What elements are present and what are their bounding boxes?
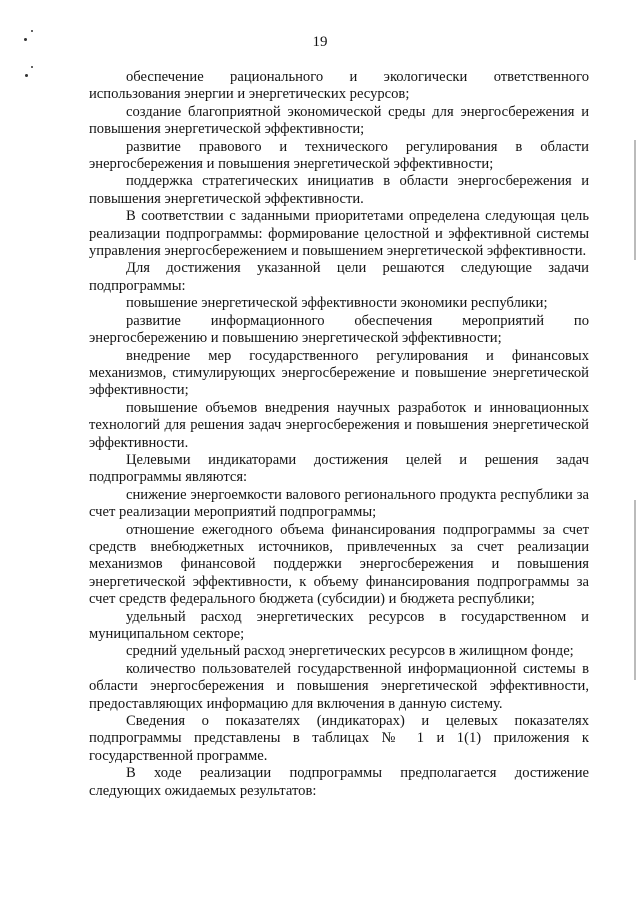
paragraph: В соответствии с заданными приоритетами определена следующая цель реализации подпрограммы: формирование целостной и эффективной системы управления энергосбережением и повышением энергетической эффективности. bbox=[89, 208, 589, 260]
paragraph: создание благоприятной экономической среды для энергосбережения и повышения энергетической эффективности; bbox=[89, 103, 589, 138]
paragraph: Целевыми индикаторами достижения целей и решения задач подпрограммы являются: bbox=[89, 451, 589, 486]
scan-edge-shadow bbox=[634, 500, 636, 680]
paragraph: развитие информационного обеспечения мероприятий по энергосбережению и повышению энергетической эффективности; bbox=[89, 312, 589, 347]
paragraph: внедрение мер государственного регулирования и финансовых механизмов, стимулирующих энергосбережение и повышение энергетической эффективности; bbox=[89, 347, 589, 399]
paragraph: средний удельный расход энергетических ресурсов в жилищном фонде; bbox=[126, 643, 574, 660]
scan-edge-shadow bbox=[634, 140, 636, 260]
paragraph: снижение энергоемкости валового регионального продукта республики за счет реализации мероприятий подпрограммы; bbox=[89, 486, 589, 521]
paragraph: Сведения о показателях (индикаторах) и целевых показателях подпрограммы представлены в таблицах № 1 и 1(1) приложения к государственной программе. bbox=[89, 713, 589, 764]
page-number: 19 bbox=[312, 34, 328, 50]
paragraph: В ходе реализации подпрограммы предполагается достижение следующих ожидаемых результатов: bbox=[89, 765, 589, 799]
paragraph: повышение объемов внедрения научных разработок и инновационных технологий для решения задач энергосбережения и повышения энергетической эффективности. bbox=[89, 399, 589, 451]
scan-speck bbox=[31, 30, 33, 32]
body-text bbox=[89, 69, 589, 800]
paragraph: обеспечение рационального и экологически ответственного использования энергии и энергетических ресурсов; bbox=[89, 69, 589, 103]
paragraph: повышение энергетической эффективности экономики республики; bbox=[126, 295, 548, 312]
paragraph: удельный расход энергетических ресурсов в государственном и муниципальном секторе; bbox=[89, 608, 589, 642]
scan-speck bbox=[24, 38, 27, 41]
paragraph: Для достижения указанной цели решаются следующие задачи подпрограммы: bbox=[89, 260, 589, 294]
paragraph: количество пользователей государственной информационной системы в области энергосбережения и повышения энергетической эффективности, предоставляющих информацию для включения в данную систему. bbox=[89, 660, 589, 712]
scan-speck bbox=[25, 74, 28, 77]
scan-speck bbox=[31, 66, 33, 68]
paragraph: поддержка стратегических инициатив в области энергосбережения и повышения энергетической эффективности. bbox=[89, 173, 589, 207]
paragraph: развитие правового и технического регулирования в области энергосбережения и повышения энергетической эффективности; bbox=[89, 138, 589, 173]
paragraph: отношение ежегодного объема финансирования подпрограммы за счет средств внебюджетных источников, привлеченных за счет реализации механизмов финансовой поддержки энергосбережения и повышения энергетической эффективности, к объему финансирования подпрограммы за счет средств федерального бюджета (субсидии) и бюджета республики; bbox=[89, 521, 589, 608]
